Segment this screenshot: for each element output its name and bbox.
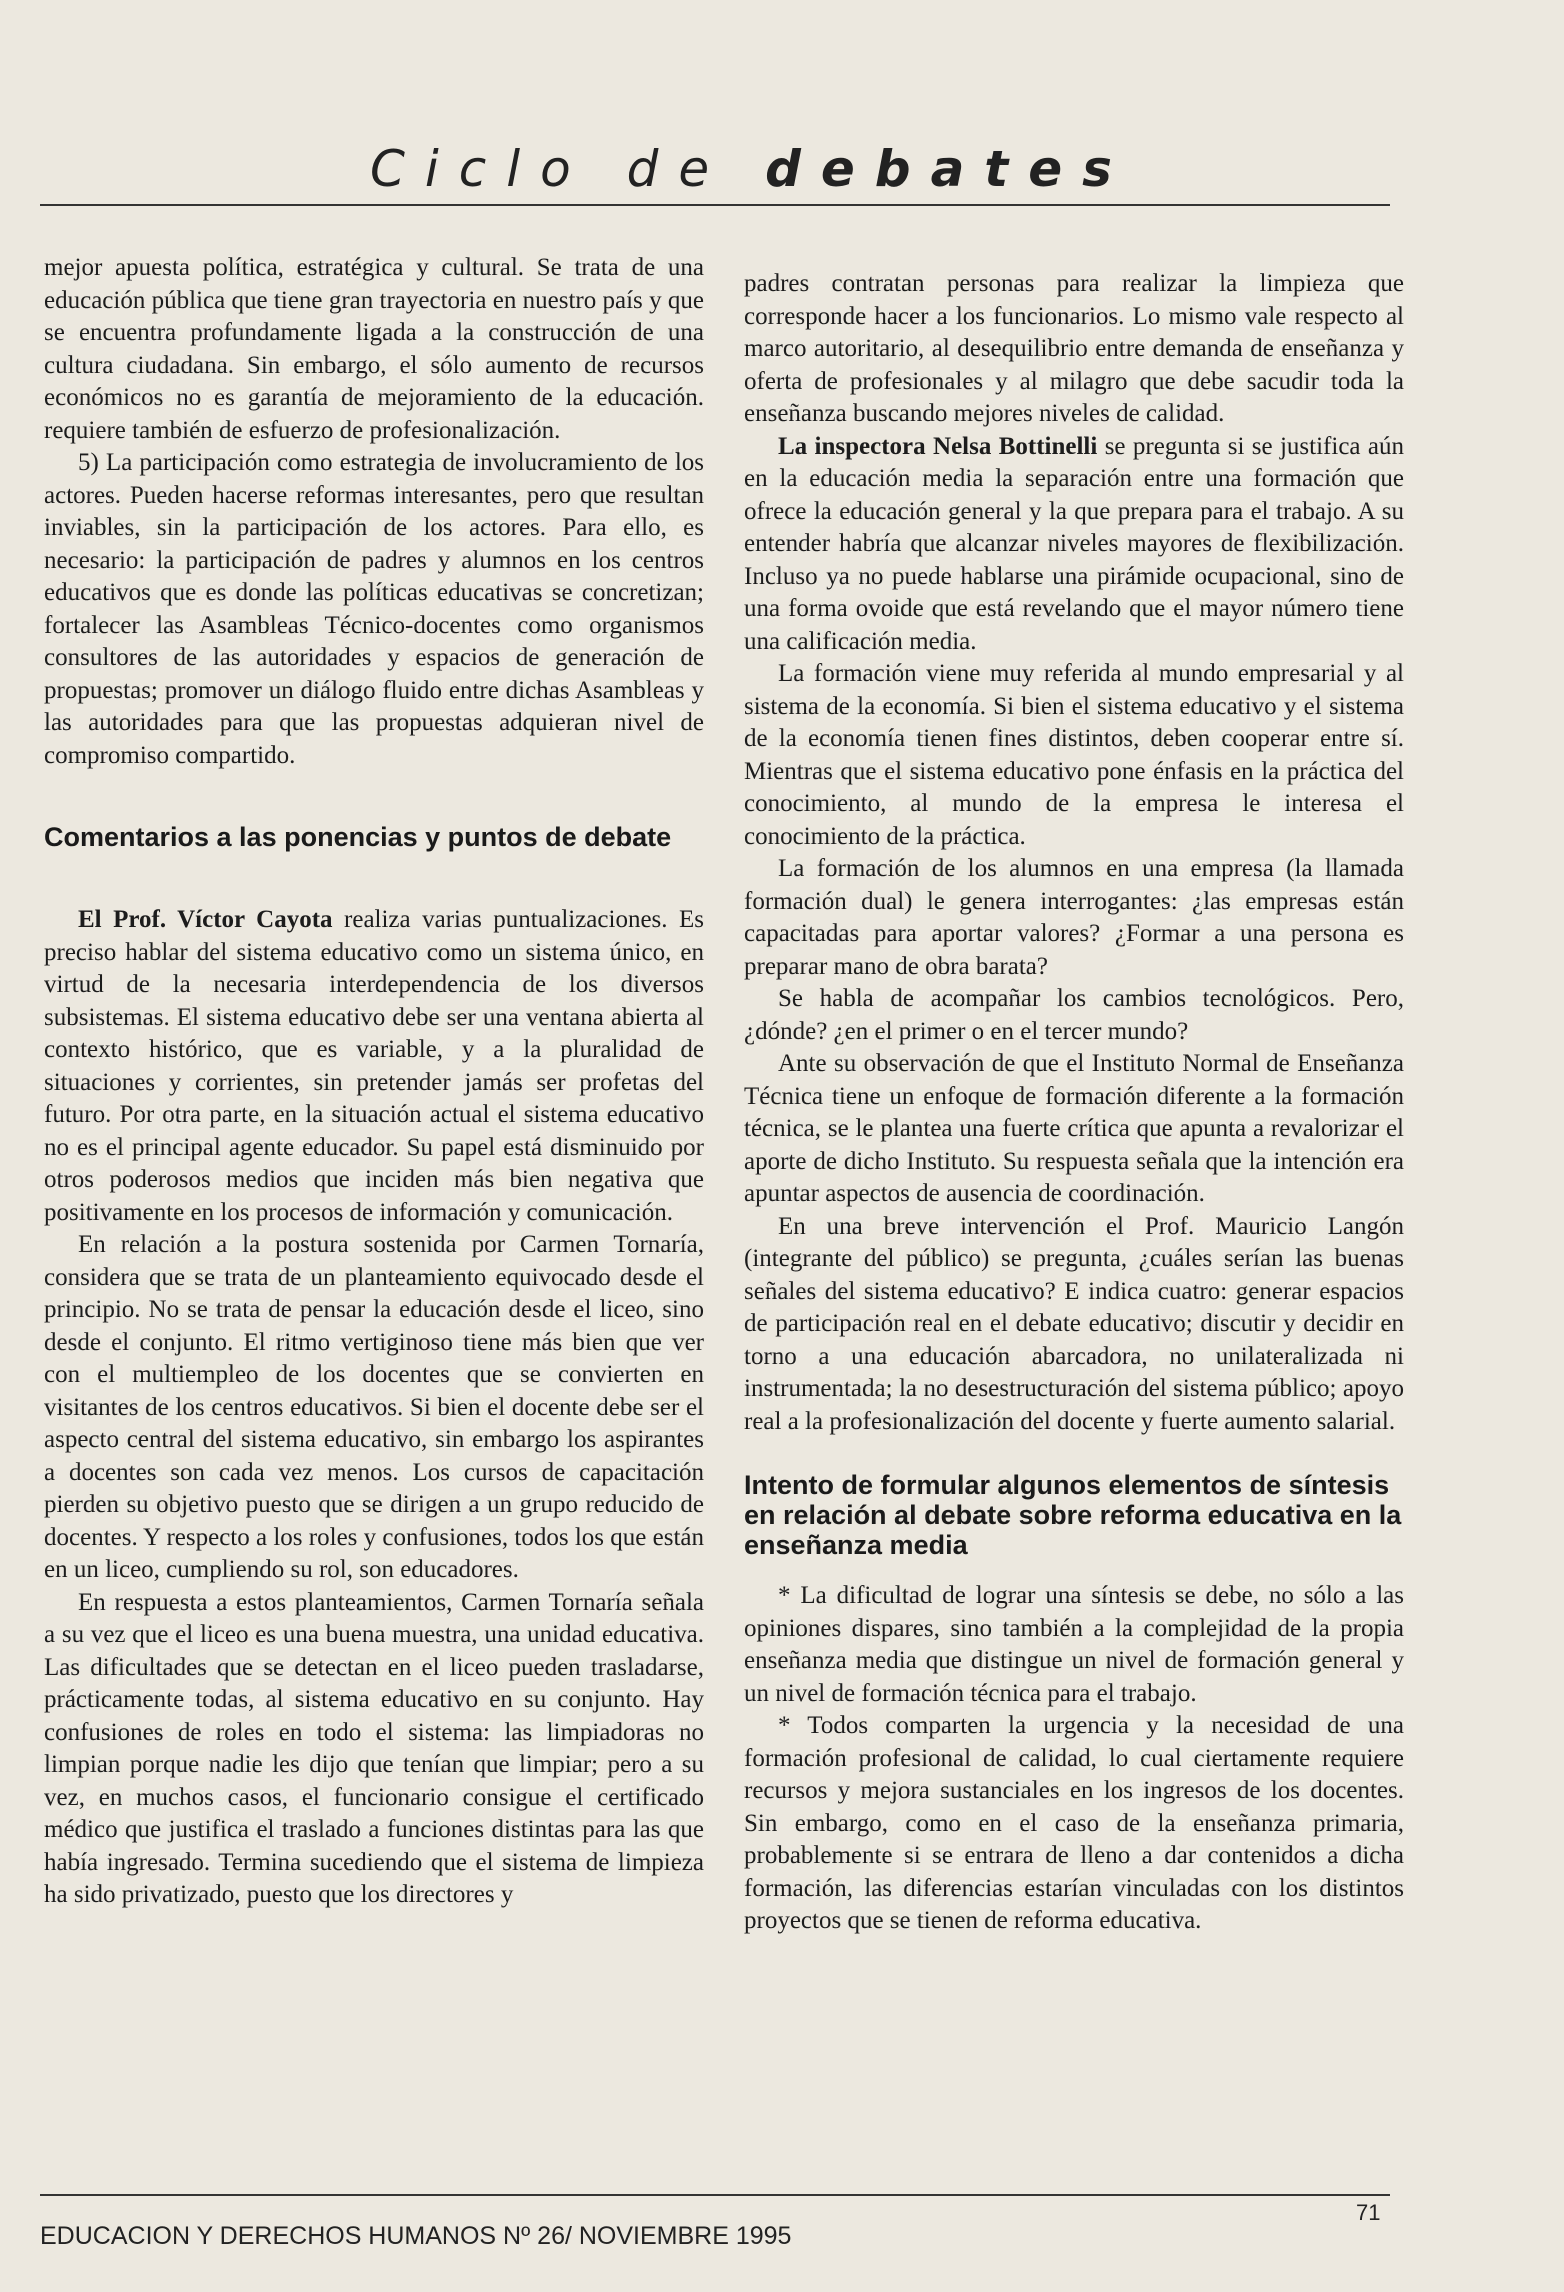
section-heading: Intento de formular algunos elementos de síntesis en relación al debate sobre reforma educativa en la enseñanza media [744, 1470, 1402, 1560]
header-divider [40, 204, 1390, 206]
right-column [744, 268, 1404, 1938]
paragraph: mejor apuesta política, estratégica y cultural. Se trata de una educación pública que tiene gran trayectoria en nuestro país y que se encuentra profundamente ligada a la construcción de una cultura ciudadana. Sin embargo, el sólo aumento de recursos económicos no es garantía de mejoramiento de la educación. requiere también de esfuerzo de profesionalización. [44, 254, 704, 444]
paragraph [44, 904, 704, 1229]
page-header [40, 140, 1390, 208]
speaker-name: La inspectora Nelsa Bottinelli [778, 432, 1098, 460]
page-number: 71 [1356, 2200, 1381, 2225]
section-title [370, 140, 1132, 198]
paragraph: Se habla de acompañar los cambios tecnológicos. Pero, ¿dónde? ¿en el primer o en el tercer mundo? [744, 985, 1404, 1045]
paragraph: En respuesta a estos planteamientos, Carmen Tornaría señala a su vez que el liceo es una buena muestra, una unidad educativa. Las dificultades que se detectan en el liceo pueden trasladarse, prácticamente todas, al sistema educativo en su conjunto. Hay confusiones de roles en todo el sistema: las limpiadoras no limpian porque nadie les dijo que tenían que limpiar; pero a su vez, en muchos casos, el funcionario consigue el certificado médico que justifica el traslado a funciones distintas para las que había ingresado. Termina sucediendo que el sistema de limpieza ha sido privatizado, puesto que los directores y [44, 1588, 704, 1908]
section-title-part1: Ciclo de [370, 140, 766, 198]
left-column [44, 252, 704, 1912]
paragraph: En relación a la postura sostenida por Carmen Tornaría, considera que se trata de un planteamiento equivocado desde el principio. No se trata de pensar la educación desde el liceo, sino desde el conjunto. El ritmo vertiginoso tiene más bien que ver con el multiempleo de los docentes que se convierten en visitantes de los centros educativos. Si bien el docente debe ser el aspecto central del sistema educativo, sin embargo los aspirantes a docentes son cada vez menos. Los cursos de capacitación pierden su objetivo puesto que se dirigen a un grupo reducido de docentes. Y respecto a los roles y confusiones, todos los que están en un liceo, cumpliendo su rol, son educadores. [44, 1231, 704, 1583]
paragraph: La formación de los alumnos en una empresa (la llamada formación dual) le genera interrogantes: ¿las empresas están capacitadas para aportar valores? ¿Formar a una persona es preparar mano de obra barata? [744, 855, 1404, 980]
section-title-part2: debates [765, 140, 1132, 198]
speaker-name: El Prof. Víctor Cayota [78, 906, 333, 933]
paragraph [744, 431, 1404, 659]
paragraph: Ante su observación de que el Instituto Normal de Enseñanza Técnica tiene un enfoque de formación diferente a la formación técnica, se le plantea una fuerte crítica que apunta a revalorizar el aporte de dicho Instituto. Su respuesta señala que la intención era apuntar aspectos de ausencia de coordinación. [744, 1050, 1404, 1207]
paragraph: En una breve intervención el Prof. Mauricio Langón (integrante del público) se pregunta, ¿cuáles serían las buenas señales del sistema educativo? E indica cuatro: generar espacios de participación real en el debate educativo; discutir y decidir en torno a una educación abarcadora, no unilateralizada ni instrumentada; la no desestructuración del sistema público; apoyo real a la profesionalización del docente y fuerte aumento salarial. [744, 1212, 1404, 1435]
publication-info: EDUCACION Y DERECHOS HUMANOS Nº 26/ NOVIEMBRE 1995 [40, 2222, 792, 2250]
paragraph: * La dificultad de lograr una síntesis se debe, no sólo a las opiniones dispares, sino también a la complejidad de la propia enseñanza media que distingue un nivel de formación general y un nivel de formación técnica para el trabajo. [744, 1582, 1404, 1707]
paragraph-body: realiza varias puntualizaciones. Es preciso hablar del sistema educativo como un sistema único, en virtud de la necesaria interdependencia de los diversos subsistemas. El sistema educativo debe ser una ventana abierta al contexto histórico, que es variable, y a la pluralidad de situaciones y corrientes, sin pretender jamás ser profetas del futuro. Por otra parte, en la situación actual el sistema educativo no es el principal agente educador. Su papel está disminuido por otros poderosos medios que inciden más bien negativa que positivamente en los procesos de información y comunicación. [44, 906, 704, 1226]
footer-divider [40, 2194, 1390, 2196]
paragraph: * Todos comparten la urgencia y la necesidad de una formación profesional de calidad, lo cual ciertamente requiere recursos y mejora sustanciales en los ingresos de los docentes. Sin embargo, como en el caso de la enseñanza primaria, probablemente si se entrara de lleno a dar contenidos a dicha formación, las diferencias estarían vinculadas con los distintos proyectos que se tienen de reforma educativa. [744, 1712, 1404, 1934]
section-heading: Comentarios a las ponencias y puntos de debate [44, 822, 672, 852]
paragraph-body: se pregunta si se justifica aún en la educación media la separación entre una formación que ofrece la educación general y la que prepara para el trabajo. A su entender habría que alcanzar niveles mayores de flexibilización. Incluso ya no puede hablarse una pirámide ocupacional, sino de una forma ovoide que está revelando que el mayor número tiene una calificación media. [744, 432, 1404, 655]
paragraph: La formación viene muy referida al mundo empresarial y al sistema de la economía. Si bien el sistema educativo y el sistema de la economía tienen fines distintos, deben cooperar entre sí. Mientras que el sistema educativo pone énfasis en la práctica del conocimiento, al mundo de la empresa le interesa el conocimiento de la práctica. [744, 660, 1404, 850]
paragraph: 5) La participación como estrategia de involucramiento de los actores. Pueden hacerse reformas interesantes, pero que resultan inviables, sin la participación de los actores. Para ello, es necesario: la participación de padres y alumnos en los centros educativos que es donde las políticas educativas se concretizan; fortalecer las Asambleas Técnico-docentes como organismos consultores de las autoridades y espacios de generación de propuestas; promover un diálogo fluido entre dichas Asambleas y las autoridades para que las propuestas adquieran nivel de compromiso compartido. [44, 449, 704, 769]
paragraph: padres contratan personas para realizar la limpieza que corresponde hacer a los funcionarios. Lo mismo vale respecto al marco autoritario, al desequilibrio entre demanda de enseñanza y oferta de profesionales y al milagro que debe sacudir toda la enseñanza buscando mejores niveles de calidad. [744, 270, 1404, 427]
